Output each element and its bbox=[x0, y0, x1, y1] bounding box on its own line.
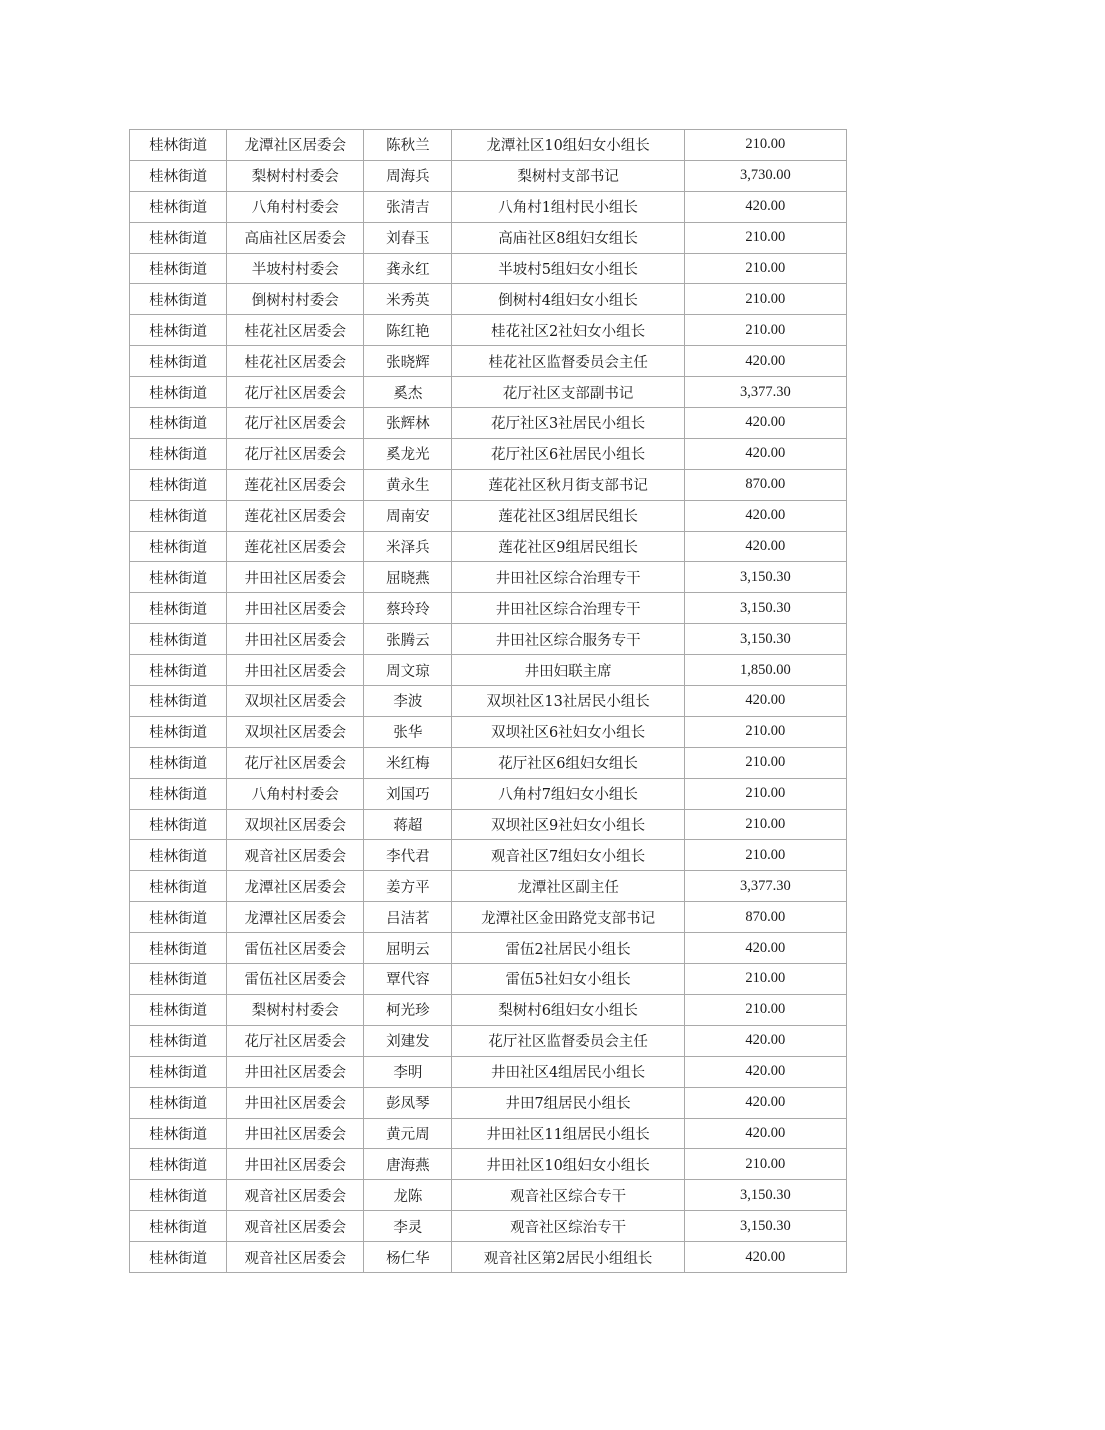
amount-cell: 420.00 bbox=[684, 1242, 846, 1273]
street-cell: 桂林街道 bbox=[130, 994, 227, 1025]
amount-cell: 420.00 bbox=[684, 933, 846, 964]
position-cell: 双坝社区6社妇女小组长 bbox=[452, 716, 684, 747]
name-cell: 张晓辉 bbox=[364, 346, 452, 377]
table-row bbox=[130, 1025, 847, 1056]
table-row bbox=[130, 500, 847, 531]
position-cell: 八角村1组村民小组长 bbox=[452, 191, 684, 222]
position-cell: 观音社区第2居民小组组长 bbox=[452, 1242, 684, 1273]
amount-cell: 210.00 bbox=[684, 315, 846, 346]
amount-cell: 420.00 bbox=[684, 1118, 846, 1149]
name-cell: 黄元周 bbox=[364, 1118, 452, 1149]
street-cell: 桂林街道 bbox=[130, 562, 227, 593]
position-cell: 高庙社区8组妇女组长 bbox=[452, 222, 684, 253]
table-row bbox=[130, 315, 847, 346]
name-cell: 米秀英 bbox=[364, 284, 452, 315]
position-cell: 双坝社区9社妇女小组长 bbox=[452, 809, 684, 840]
committee-cell: 井田社区居委会 bbox=[227, 593, 364, 624]
street-cell: 桂林街道 bbox=[130, 964, 227, 995]
street-cell: 桂林街道 bbox=[130, 1242, 227, 1273]
committee-cell: 桂花社区居委会 bbox=[227, 315, 364, 346]
committee-cell: 梨树村村委会 bbox=[227, 160, 364, 191]
street-cell: 桂林街道 bbox=[130, 871, 227, 902]
name-cell: 彭凤琴 bbox=[364, 1087, 452, 1118]
table-row bbox=[130, 994, 847, 1025]
name-cell: 米红梅 bbox=[364, 747, 452, 778]
committee-cell: 半坡村村委会 bbox=[227, 253, 364, 284]
committee-cell: 八角村村委会 bbox=[227, 191, 364, 222]
table-row bbox=[130, 1149, 847, 1180]
committee-cell: 井田社区居委会 bbox=[227, 1087, 364, 1118]
amount-cell: 3,150.30 bbox=[684, 593, 846, 624]
name-cell: 陈红艳 bbox=[364, 315, 452, 346]
position-cell: 桂花社区2社妇女小组长 bbox=[452, 315, 684, 346]
amount-cell: 3,730.00 bbox=[684, 160, 846, 191]
table-row bbox=[130, 747, 847, 778]
street-cell: 桂林街道 bbox=[130, 902, 227, 933]
name-cell: 刘国巧 bbox=[364, 778, 452, 809]
street-cell: 桂林街道 bbox=[130, 531, 227, 562]
committee-cell: 莲花社区居委会 bbox=[227, 531, 364, 562]
name-cell: 李代君 bbox=[364, 840, 452, 871]
committee-cell: 雷伍社区居委会 bbox=[227, 964, 364, 995]
table-row bbox=[130, 160, 847, 191]
street-cell: 桂林街道 bbox=[130, 284, 227, 315]
name-cell: 蔡玲玲 bbox=[364, 593, 452, 624]
table-row bbox=[130, 1056, 847, 1087]
name-cell: 周海兵 bbox=[364, 160, 452, 191]
amount-cell: 210.00 bbox=[684, 994, 846, 1025]
amount-cell: 420.00 bbox=[684, 191, 846, 222]
committee-cell: 倒树村村委会 bbox=[227, 284, 364, 315]
position-cell: 雷伍2社居民小组长 bbox=[452, 933, 684, 964]
name-cell: 张辉林 bbox=[364, 408, 452, 439]
table-row bbox=[130, 840, 847, 871]
committee-cell: 桂花社区居委会 bbox=[227, 346, 364, 377]
committee-cell: 花厅社区居委会 bbox=[227, 408, 364, 439]
street-cell: 桂林街道 bbox=[130, 1149, 227, 1180]
amount-cell: 210.00 bbox=[684, 964, 846, 995]
amount-cell: 3,150.30 bbox=[684, 562, 846, 593]
position-cell: 雷伍5社妇女小组长 bbox=[452, 964, 684, 995]
street-cell: 桂林街道 bbox=[130, 778, 227, 809]
position-cell: 观音社区综治专干 bbox=[452, 1211, 684, 1242]
committee-cell: 龙潭社区居委会 bbox=[227, 902, 364, 933]
amount-cell: 3,150.30 bbox=[684, 1211, 846, 1242]
committee-cell: 八角村村委会 bbox=[227, 778, 364, 809]
name-cell: 陈秋兰 bbox=[364, 130, 452, 161]
committee-cell: 莲花社区居委会 bbox=[227, 469, 364, 500]
amount-cell: 210.00 bbox=[684, 130, 846, 161]
street-cell: 桂林街道 bbox=[130, 315, 227, 346]
table-row bbox=[130, 562, 847, 593]
amount-cell: 210.00 bbox=[684, 778, 846, 809]
street-cell: 桂林街道 bbox=[130, 438, 227, 469]
amount-cell: 420.00 bbox=[684, 438, 846, 469]
committee-cell: 井田社区居委会 bbox=[227, 562, 364, 593]
table-row bbox=[130, 1180, 847, 1211]
amount-cell: 420.00 bbox=[684, 531, 846, 562]
table-row bbox=[130, 408, 847, 439]
name-cell: 屈晓燕 bbox=[364, 562, 452, 593]
amount-cell: 210.00 bbox=[684, 716, 846, 747]
table-row bbox=[130, 1087, 847, 1118]
amount-cell: 870.00 bbox=[684, 469, 846, 500]
amount-cell: 3,150.30 bbox=[684, 1180, 846, 1211]
position-cell: 桂花社区监督委员会主任 bbox=[452, 346, 684, 377]
table-row bbox=[130, 902, 847, 933]
position-cell: 观音社区综合专干 bbox=[452, 1180, 684, 1211]
amount-cell: 420.00 bbox=[684, 686, 846, 717]
position-cell: 龙潭社区10组妇女小组长 bbox=[452, 130, 684, 161]
table-row bbox=[130, 686, 847, 717]
street-cell: 桂林街道 bbox=[130, 191, 227, 222]
amount-cell: 210.00 bbox=[684, 840, 846, 871]
street-cell: 桂林街道 bbox=[130, 809, 227, 840]
name-cell: 周南安 bbox=[364, 500, 452, 531]
street-cell: 桂林街道 bbox=[130, 686, 227, 717]
amount-cell: 3,377.30 bbox=[684, 871, 846, 902]
table-row bbox=[130, 377, 847, 408]
position-cell: 半坡村5组妇女小组长 bbox=[452, 253, 684, 284]
amount-cell: 870.00 bbox=[684, 902, 846, 933]
street-cell: 桂林街道 bbox=[130, 716, 227, 747]
name-cell: 刘春玉 bbox=[364, 222, 452, 253]
name-cell: 覃代容 bbox=[364, 964, 452, 995]
name-cell: 奚龙光 bbox=[364, 438, 452, 469]
committee-cell: 井田社区居委会 bbox=[227, 624, 364, 655]
table-row bbox=[130, 964, 847, 995]
amount-cell: 420.00 bbox=[684, 346, 846, 377]
table-row bbox=[130, 593, 847, 624]
street-cell: 桂林街道 bbox=[130, 1025, 227, 1056]
table-row bbox=[130, 716, 847, 747]
committee-cell: 花厅社区居委会 bbox=[227, 747, 364, 778]
committee-cell: 观音社区居委会 bbox=[227, 1242, 364, 1273]
table-row bbox=[130, 1211, 847, 1242]
street-cell: 桂林街道 bbox=[130, 469, 227, 500]
committee-cell: 花厅社区居委会 bbox=[227, 438, 364, 469]
name-cell: 龚永红 bbox=[364, 253, 452, 284]
position-cell: 井田社区10组妇女小组长 bbox=[452, 1149, 684, 1180]
name-cell: 刘建发 bbox=[364, 1025, 452, 1056]
street-cell: 桂林街道 bbox=[130, 222, 227, 253]
name-cell: 唐海燕 bbox=[364, 1149, 452, 1180]
street-cell: 桂林街道 bbox=[130, 253, 227, 284]
committee-cell: 花厅社区居委会 bbox=[227, 1025, 364, 1056]
table-row bbox=[130, 253, 847, 284]
street-cell: 桂林街道 bbox=[130, 1180, 227, 1211]
name-cell: 龙陈 bbox=[364, 1180, 452, 1211]
table-row bbox=[130, 191, 847, 222]
position-cell: 八角村7组妇女小组长 bbox=[452, 778, 684, 809]
position-cell: 双坝社区13社居民小组长 bbox=[452, 686, 684, 717]
position-cell: 花厅社区支部副书记 bbox=[452, 377, 684, 408]
position-cell: 观音社区7组妇女小组长 bbox=[452, 840, 684, 871]
table-row bbox=[130, 284, 847, 315]
street-cell: 桂林街道 bbox=[130, 130, 227, 161]
table-row bbox=[130, 871, 847, 902]
table-row bbox=[130, 933, 847, 964]
table-row bbox=[130, 531, 847, 562]
name-cell: 屈明云 bbox=[364, 933, 452, 964]
street-cell: 桂林街道 bbox=[130, 655, 227, 686]
position-cell: 井田社区11组居民小组长 bbox=[452, 1118, 684, 1149]
position-cell: 井田社区综合治理专干 bbox=[452, 562, 684, 593]
position-cell: 花厅社区6社居民小组长 bbox=[452, 438, 684, 469]
amount-cell: 3,377.30 bbox=[684, 377, 846, 408]
table-row bbox=[130, 1118, 847, 1149]
amount-cell: 420.00 bbox=[684, 1056, 846, 1087]
name-cell: 周文琼 bbox=[364, 655, 452, 686]
amount-cell: 210.00 bbox=[684, 1149, 846, 1180]
committee-cell: 井田社区居委会 bbox=[227, 1118, 364, 1149]
committee-cell: 高庙社区居委会 bbox=[227, 222, 364, 253]
committee-cell: 观音社区居委会 bbox=[227, 840, 364, 871]
table-row bbox=[130, 624, 847, 655]
committee-cell: 井田社区居委会 bbox=[227, 655, 364, 686]
amount-cell: 1,850.00 bbox=[684, 655, 846, 686]
street-cell: 桂林街道 bbox=[130, 1056, 227, 1087]
table-row bbox=[130, 130, 847, 161]
amount-cell: 210.00 bbox=[684, 747, 846, 778]
committee-cell: 龙潭社区居委会 bbox=[227, 130, 364, 161]
amount-cell: 210.00 bbox=[684, 284, 846, 315]
street-cell: 桂林街道 bbox=[130, 593, 227, 624]
table-row bbox=[130, 469, 847, 500]
street-cell: 桂林街道 bbox=[130, 747, 227, 778]
position-cell: 梨树村支部书记 bbox=[452, 160, 684, 191]
table-row bbox=[130, 222, 847, 253]
position-cell: 花厅社区3社居民小组长 bbox=[452, 408, 684, 439]
position-cell: 梨树村6组妇女小组长 bbox=[452, 994, 684, 1025]
committee-cell: 龙潭社区居委会 bbox=[227, 871, 364, 902]
street-cell: 桂林街道 bbox=[130, 500, 227, 531]
committee-cell: 梨树村村委会 bbox=[227, 994, 364, 1025]
street-cell: 桂林街道 bbox=[130, 408, 227, 439]
position-cell: 花厅社区监督委员会主任 bbox=[452, 1025, 684, 1056]
street-cell: 桂林街道 bbox=[130, 624, 227, 655]
committee-cell: 井田社区居委会 bbox=[227, 1056, 364, 1087]
name-cell: 张华 bbox=[364, 716, 452, 747]
committee-cell: 双坝社区居委会 bbox=[227, 809, 364, 840]
street-cell: 桂林街道 bbox=[130, 840, 227, 871]
committee-cell: 观音社区居委会 bbox=[227, 1180, 364, 1211]
position-cell: 井田社区综合服务专干 bbox=[452, 624, 684, 655]
committee-cell: 雷伍社区居委会 bbox=[227, 933, 364, 964]
allowance-table bbox=[129, 129, 847, 1273]
street-cell: 桂林街道 bbox=[130, 1118, 227, 1149]
amount-cell: 210.00 bbox=[684, 222, 846, 253]
committee-cell: 观音社区居委会 bbox=[227, 1211, 364, 1242]
street-cell: 桂林街道 bbox=[130, 377, 227, 408]
position-cell: 花厅社区6组妇女组长 bbox=[452, 747, 684, 778]
table-row bbox=[130, 1242, 847, 1273]
name-cell: 奚杰 bbox=[364, 377, 452, 408]
name-cell: 姜方平 bbox=[364, 871, 452, 902]
committee-cell: 花厅社区居委会 bbox=[227, 377, 364, 408]
name-cell: 李灵 bbox=[364, 1211, 452, 1242]
name-cell: 张清吉 bbox=[364, 191, 452, 222]
committee-cell: 双坝社区居委会 bbox=[227, 686, 364, 717]
amount-cell: 420.00 bbox=[684, 1025, 846, 1056]
table-row bbox=[130, 655, 847, 686]
name-cell: 杨仁华 bbox=[364, 1242, 452, 1273]
position-cell: 龙潭社区副主任 bbox=[452, 871, 684, 902]
table-row bbox=[130, 346, 847, 377]
position-cell: 莲花社区秋月街支部书记 bbox=[452, 469, 684, 500]
name-cell: 张腾云 bbox=[364, 624, 452, 655]
position-cell: 井田7组居民小组长 bbox=[452, 1087, 684, 1118]
name-cell: 李明 bbox=[364, 1056, 452, 1087]
position-cell: 莲花社区9组居民组长 bbox=[452, 531, 684, 562]
position-cell: 莲花社区3组居民组长 bbox=[452, 500, 684, 531]
name-cell: 吕洁茗 bbox=[364, 902, 452, 933]
street-cell: 桂林街道 bbox=[130, 1087, 227, 1118]
street-cell: 桂林街道 bbox=[130, 160, 227, 191]
position-cell: 井田社区4组居民小组长 bbox=[452, 1056, 684, 1087]
table-body bbox=[130, 130, 847, 1273]
amount-cell: 420.00 bbox=[684, 500, 846, 531]
amount-cell: 3,150.30 bbox=[684, 624, 846, 655]
position-cell: 龙潭社区金田路党支部书记 bbox=[452, 902, 684, 933]
street-cell: 桂林街道 bbox=[130, 933, 227, 964]
street-cell: 桂林街道 bbox=[130, 346, 227, 377]
amount-cell: 420.00 bbox=[684, 408, 846, 439]
position-cell: 倒树村4组妇女小组长 bbox=[452, 284, 684, 315]
amount-cell: 420.00 bbox=[684, 1087, 846, 1118]
position-cell: 井田妇联主席 bbox=[452, 655, 684, 686]
table-row bbox=[130, 778, 847, 809]
name-cell: 李波 bbox=[364, 686, 452, 717]
amount-cell: 210.00 bbox=[684, 809, 846, 840]
amount-cell: 210.00 bbox=[684, 253, 846, 284]
name-cell: 黄永生 bbox=[364, 469, 452, 500]
position-cell: 井田社区综合治理专干 bbox=[452, 593, 684, 624]
committee-cell: 双坝社区居委会 bbox=[227, 716, 364, 747]
street-cell: 桂林街道 bbox=[130, 1211, 227, 1242]
table-row bbox=[130, 809, 847, 840]
table-row bbox=[130, 438, 847, 469]
name-cell: 柯光珍 bbox=[364, 994, 452, 1025]
committee-cell: 井田社区居委会 bbox=[227, 1149, 364, 1180]
name-cell: 蒋超 bbox=[364, 809, 452, 840]
name-cell: 米泽兵 bbox=[364, 531, 452, 562]
committee-cell: 莲花社区居委会 bbox=[227, 500, 364, 531]
